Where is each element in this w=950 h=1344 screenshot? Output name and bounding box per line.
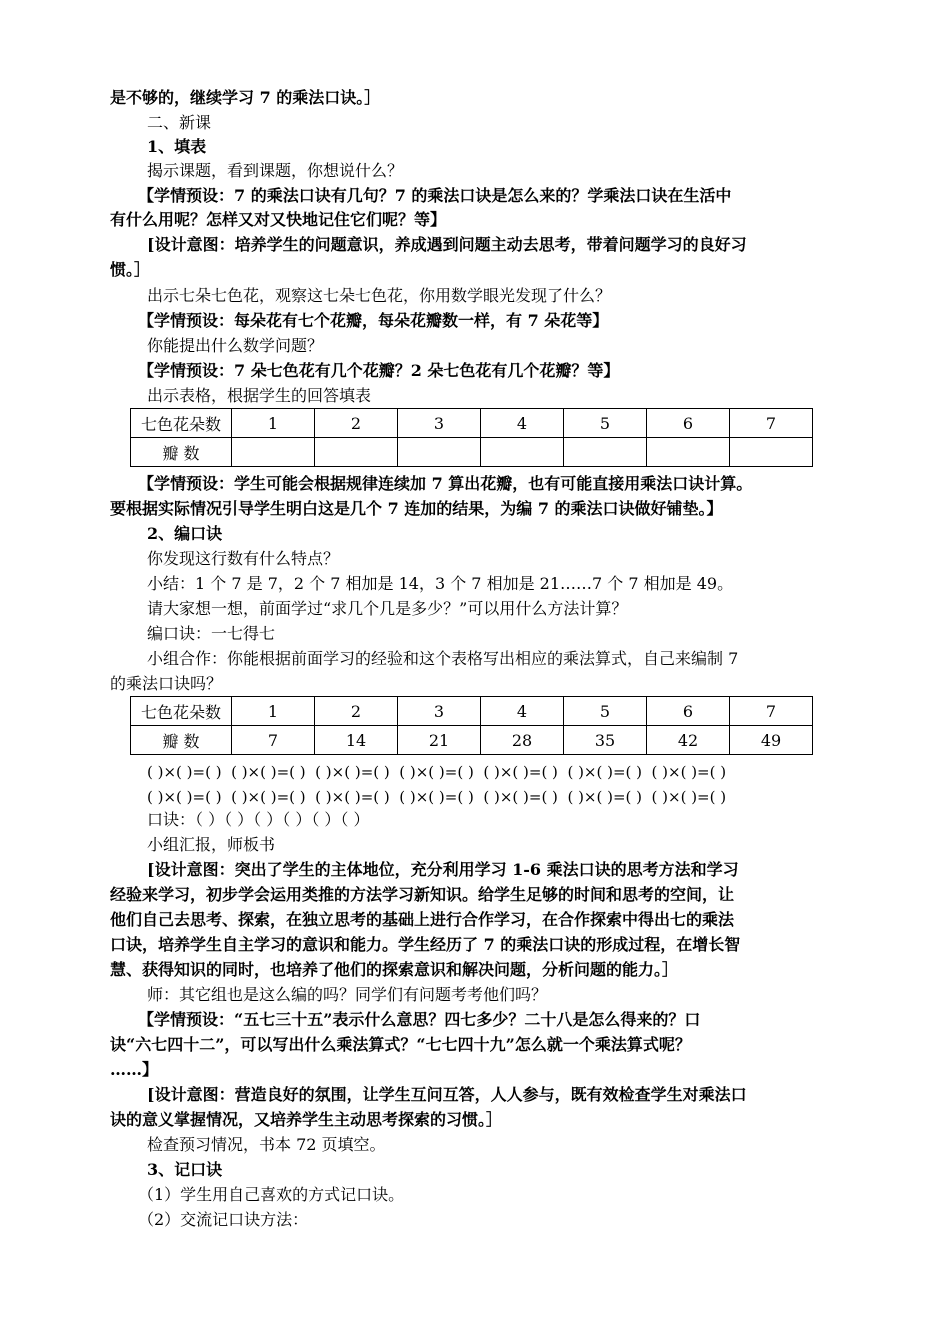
text-line: （2）交流记口诀方法： <box>138 1210 309 1229</box>
blank-equations-row: ( )×( )=( ) ( )×( )=( ) ( )×( )=( ) ( )×( )=( ) ( )×( )=( ) ( )×( )=( ) ( )×( )=( ) <box>147 788 727 806</box>
section-heading: 二、新课 <box>147 113 212 132</box>
table-header-cell: 瓣 数 <box>131 438 232 467</box>
table-cell-empty <box>481 438 564 467</box>
text-line: 【学情预设：学生可能会根据规律连续加 7 算出花瓣，也有可能直接用乘法口诀计算。 <box>138 474 753 493</box>
table-cell: 5 <box>564 409 647 438</box>
table-cell-empty <box>730 438 813 467</box>
text-line: 是不够的，继续学习 7 的乘法口诀。］ <box>110 88 381 107</box>
text-line: 【学情预设：7 朵七色花有几个花瓣？2 朵七色花有几个花瓣？等】 <box>138 361 620 380</box>
table-cell: 7 <box>730 697 813 726</box>
text-line: 出示七朵七色花，观察这七朵七色花，你用数学眼光发现了什么？ <box>147 286 612 305</box>
text-line: 经验来学习，初步学会运用类推的方法学习新知识。给学生足够的时间和思考的空间，让 <box>110 885 735 904</box>
text-line: [设计意图：培养学生的问题意识，养成遇到问题主动去思考，带着问题学习的良好习 <box>147 235 747 254</box>
table-cell-empty <box>398 438 481 467</box>
table-header-cell: 瓣 数 <box>131 726 232 755</box>
text-line: 师：其它组也是这么编的吗？同学们有问题考考他们吗？ <box>147 985 548 1004</box>
table-cell-empty <box>232 438 315 467</box>
table-cell: 42 <box>647 726 730 755</box>
text-line: 出示表格，根据学生的回答填表 <box>147 386 372 405</box>
table-cell: 7 <box>232 726 315 755</box>
table-cell: 2 <box>315 697 398 726</box>
text-line: 的乘法口诀吗？ <box>110 674 223 693</box>
table-cell: 1 <box>232 697 315 726</box>
text-line: 诀的意义掌握情况，又培养学生主动思考探索的习惯。］ <box>110 1110 503 1129</box>
table-header-cell: 七色花朵数 <box>131 697 232 726</box>
table-cell-empty <box>647 438 730 467</box>
table-cell: 7 <box>730 409 813 438</box>
table-cell: 14 <box>315 726 398 755</box>
table-cell: 49 <box>730 726 813 755</box>
table-cell: 6 <box>647 409 730 438</box>
blank-equations-row: ( )×( )=( ) ( )×( )=( ) ( )×( )=( ) ( )×( )=( ) ( )×( )=( ) ( )×( )=( ) ( )×( )=( ) <box>147 763 727 781</box>
table-cell: 5 <box>564 697 647 726</box>
text-line: 要根据实际情况引导学生明白这是几个 7 连加的结果，为编 7 的乘法口诀做好铺垫。】 <box>110 499 723 518</box>
text-line: 请大家想一想，前面学过“求几个几是多少？”可以用什么方法计算？ <box>147 599 628 618</box>
subsection-heading: 3、记口诀 <box>147 1160 223 1179</box>
flower-table-empty <box>130 408 813 467</box>
table-cell: 3 <box>398 409 481 438</box>
text-line: 【学情预设：“五七三十五”表示什么意思？四七多少？二十八是怎么得来的？口 <box>138 1010 701 1029</box>
text-line: 检查预习情况，书本 72 页填空。 <box>147 1135 386 1154</box>
flower-table-filled <box>130 696 813 755</box>
text-line: 小结：1 个 7 是 7，2 个 7 相加是 14，3 个 7 相加是 21……7 个 7 相加是 49。 <box>147 574 734 593</box>
text-line: [设计意图：突出了学生的主体地位，充分利用学习 1-6 乘法口诀的思考方法和学习 <box>147 860 739 879</box>
text-line: 有什么用呢？怎样又对又快地记住它们呢？等】 <box>110 210 447 229</box>
text-line: 诀“六七四十二”，可以写出什么乘法算式？“七七四十九”怎么就一个乘法算式呢？ <box>110 1035 691 1054</box>
table-cell-empty <box>564 438 647 467</box>
text-line: 慧、获得知识的同时，也培养了他们的探索意识和解决问题，分析问题的能力。］ <box>110 960 679 979</box>
table-cell: 35 <box>564 726 647 755</box>
text-line: （1）学生用自己喜欢的方式记口诀。 <box>138 1185 405 1204</box>
table-cell: 1 <box>232 409 315 438</box>
text-line: ……】 <box>110 1060 159 1079</box>
text-line: 你发现这行数有什么特点？ <box>147 549 340 568</box>
table-cell: 2 <box>315 409 398 438</box>
subsection-heading: 1、填表 <box>147 137 207 156</box>
table-cell-empty <box>315 438 398 467</box>
text-line: 口诀，培养学生自主学习的意识和能力。学生经历了 7 的乘法口诀的形成过程，在增长智 <box>110 935 741 954</box>
blank-rhymes-row: 口诀：（ ）（ ）（ ）（ ）（ ）（ ） <box>147 810 370 829</box>
text-line: 【学情预设：7 的乘法口诀有几句？7 的乘法口诀是怎么来的？学乘法口诀在生活中 <box>138 186 732 205</box>
table-cell: 28 <box>481 726 564 755</box>
text-line: 小组合作：你能根据前面学习的经验和这个表格写出相应的乘法算式，自己来编制 7 <box>147 649 739 668</box>
text-line: 你能提出什么数学问题？ <box>147 336 324 355</box>
table-cell: 4 <box>481 697 564 726</box>
text-line: 编口诀：一七得七 <box>147 624 276 643</box>
table-cell: 4 <box>481 409 564 438</box>
table-header-cell: 七色花朵数 <box>131 409 232 438</box>
text-line: 【学情预设：每朵花有七个花瓣，每朵花瓣数一样，有 7 朵花等】 <box>138 311 609 330</box>
text-line: 他们自己去思考、探索，在独立思考的基础上进行合作学习，在合作探索中得出七的乘法 <box>110 910 735 929</box>
subsection-heading: 2、编口诀 <box>147 524 223 543</box>
table-cell: 21 <box>398 726 481 755</box>
text-line: 小组汇报，师板书 <box>147 835 276 854</box>
text-line: 惯。］ <box>110 260 151 279</box>
table-cell: 6 <box>647 697 730 726</box>
table-cell: 3 <box>398 697 481 726</box>
text-line: [设计意图：营造良好的氛围，让学生互问互答，人人参与，既有效检查学生对乘法口 <box>147 1085 747 1104</box>
text-line: 揭示课题，看到课题，你想说什么？ <box>147 161 404 180</box>
